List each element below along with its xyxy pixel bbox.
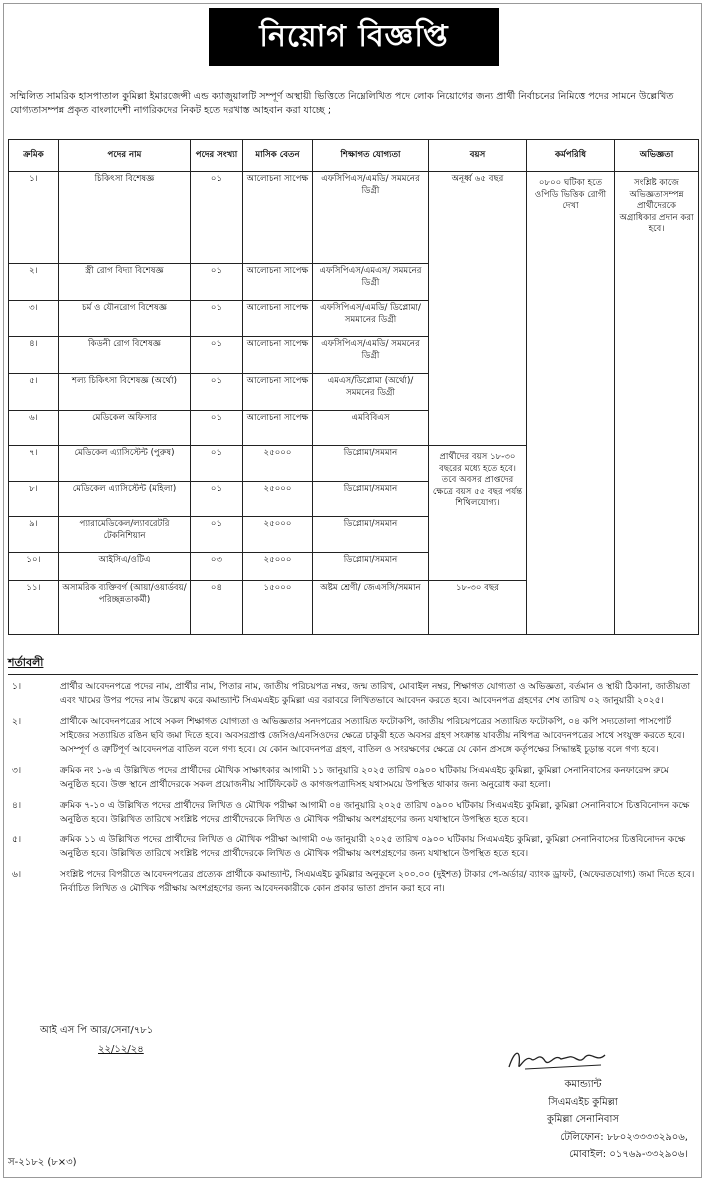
row-salary: ২৫০০০ (243, 482, 313, 517)
term-text: সংশ্লিষ্ট পদের বিপরীতে আবেদনপত্রের প্রত্যেক প্রার্থীকে কমান্ড্যান্ট, সিএমএইচ কুমিল্লার অনুকূলে ২০০.০০ (দুইশত) টাকার পে-অর্ডার/ ব্যাংক ড্রাফট, (অফেরতযোগ্য) জমা দিতে হবে। নির্বাচিত লিখিত ও মৌখিক পরীক্ষায় অংশগ্রহণের জন্য আবেদনকারীকে কোন প্রকার ভাতা প্রদান করা হবে না। (60, 870, 695, 895)
row-education: এফসিপিএস/এমডি/ সমমনের ডিগ্রী (313, 337, 429, 374)
telephone: টেলিফোন: ৮৮০২৩৩৩৩২৯০৬, (560, 1131, 688, 1143)
row-serial: ৪। (9, 337, 59, 374)
row-serial: ৫। (9, 374, 59, 411)
row-count: ০১ (191, 411, 243, 446)
signatory-location: কুমিল্লা সেনানিবাস (546, 1114, 620, 1125)
header-count: পদের সংখ্যা (191, 140, 243, 172)
list-item (8, 716, 698, 758)
row-count: ০১ (191, 301, 243, 337)
row-education: ডিপ্লোমা/সমমান (313, 482, 429, 517)
row-serial: ৬। (9, 411, 59, 446)
row-count: ০৪ (191, 581, 243, 635)
row-salary: আলোচনা সাপেক্ষ (243, 411, 313, 446)
signature-block (478, 1076, 688, 1164)
row-post: মেডিকেল এ্যাসিস্টেন্ট (পুরুষ) (59, 446, 191, 482)
term-number: ৬। (12, 870, 22, 881)
header-salary: মাসিক বেতন (243, 140, 313, 172)
term-number: ৩। (12, 765, 22, 776)
terms-divider (8, 674, 698, 675)
term-text: ক্রমিক নং ১-৬ এ উল্লিখিত পদের প্রার্থীদের মৌখিক সাক্ষাৎকার আগামী ১১ জানুয়ারি ২০২৫ তারিখ ০৯০০ ঘটিকায় সিএমএইচ কুমিল্লা, কুমিল্লা সেনানিবাসের কনফারেন্স রুমে অনুষ্ঠিত হবে। উক্ত স্থানে প্রার্থীদেরকে সকল প্রয়োজনীয় সার্টিফিকেট ও কাগজপত্রাদিসহ যথাসময়ে উপস্থিত থাকার জন্য অনুরোধ করা হলো। (60, 765, 669, 790)
row-education: ডিপ্লোমা/সমমান (313, 446, 429, 482)
term-number: ২। (12, 716, 22, 727)
term-text: ক্রমিক ১১ এ উল্লিখিত পদের প্রার্থীদের লিখিত ও মৌখিক পরীক্ষা আগামী ০৬ জানুয়ারী ২০২৫ তারিখ ০৯০০ ঘটিকায় সিএমএইচ কুমিল্লা, কুমিল্লা সেনানিবাসের চিত্তবিনোদন কক্ষে অনুষ্ঠিত হবে। উল্লিখিত তারিখে সংশ্লিষ্ট পদের প্রার্থীদেরকে লিখিত ও মৌখিক পরীক্ষায় অংশগ্রহণের জন্য যথাস্থানে উপস্থিত হতে হবে। (60, 835, 686, 860)
row-count: ০১ (191, 517, 243, 553)
row-count: ০৩ (191, 553, 243, 581)
age-last: ১৮-৩০ বছর (429, 581, 527, 635)
row-education: এমবিবিএস (313, 411, 429, 446)
row-post: প্যারামেডিকেল/ল্যাবরেটরি টেকনিশিয়ান (59, 517, 191, 553)
row-count: ০১ (191, 172, 243, 264)
reference-number: আই এস পি আর/সেনা/৭৮১ (40, 1025, 154, 1036)
row-education: অষ্টম শ্রেণী/ জেএসসি/সমমান (313, 581, 429, 635)
row-salary: আলোচনা সাপেক্ষ (243, 264, 313, 301)
term-text: প্রার্থীকে আবেদনপত্রের সাথে সকল শিক্ষাগত যোগ্যতা ও অভিজ্ঞতার সনদপত্রের সত্যায়িত ফটোকপি, জাতীয় পরিচয়পত্রের সত্যায়িত ফটোকপি, ০৪ কপি সদ্যতোলা পাসপোর্ট সাইজের সত্যায়িত রঙিন ছবি জমা দিতে হবে। অবসরপ্রাপ্ত জেসিও/এনসিওদের ক্ষেত্রে চাকুরী হতে অবসর গ্রহণ সংক্রান্ত যাবতীয় নথিপত্র আবেদনপত্রের সাথে সংযুক্ত করতে হবে। অসম্পূর্ণ ও ত্রুটিপূর্ণ আবেদনপত্র বাতিল বলে গণ্য হবে। যে কোন আবেদনপত্র গ্রহণ, বাতিল ও সংরক্ষণের ক্ষেত্রে যে কোন প্রসঙ্গে কর্তৃপক্ষের সিদ্ধান্তই চূড়ান্ত বলে গণ্য হবে। (60, 716, 685, 755)
row-count: ০১ (191, 264, 243, 301)
row-education: ডিপ্লোমা/সমমান (313, 517, 429, 553)
intro-paragraph: সম্মিলিত সামরিক হাসপাতাল কুমিল্লা ইমারজেন্সী এন্ড ক্যাজুয়ালটি সম্পূর্ণ অস্থায়ী ভিত্তিতে নিম্নেলিখিত পদে লোক নিয়োগের জন্য প্রার্থী নির্বাচনের নিমিত্তে পদের সামনে উল্লেখিত যোগ্যতাসম্পন্ন প্রকৃত বাংলাদেশী নাগরিকদের নিকট হতে দরখাস্ত আহবান করা যাচ্ছে ; (10, 91, 674, 117)
term-text: প্রার্থীর আবেদনপত্রে পদের নাম, প্রার্থীর নাম, পিতার নাম, জাতীয় পরিচয়পত্র নম্বর, জন্ম তারিখ, মোবাইল নম্বর, শিক্ষাগত যোগ্যতা ও অভিজ্ঞতা, বর্তমান ও স্থায়ী ঠিকানা, জাতীয়তা এবং খামের উপর পদের নাম উল্লেখ করে কমান্ড্যান্ট সিএমএইচ কুমিল্লা এর বরাবরে লিখিতভাবে আবেদন করতে হবে। আবেদনপত্র গ্রহণের শেষ তারিখ ০২ জানুয়ারী ২০২৫। (60, 682, 691, 706)
signature-icon (505, 1045, 615, 1075)
term-text: ক্রমিক ৭-১০ এ উল্লিখিত পদের প্রার্থীদের লিখিত ও মৌখিক পরীক্ষা আগামী ০৪ জানুয়ারি ২০২৫ তারিখ ০৯০০ ঘটিকায় সিএমএইচ কুমিল্লা, কুমিল্লা সেনানিবাসে চিত্তবিনোদন কক্ষে অনুষ্ঠিত হবে। উল্লিখিত তারিখে সংশ্লিষ্ট পদের প্রার্থীদেরকে লিখিত ও মৌখিক পরীক্ষায় অংশগ্রহণের জন্য যথাস্থানে উপস্থিত হতে হবে। (60, 800, 690, 825)
table-row (9, 172, 699, 264)
row-education: এফসিপিএস/এমডি/ ডিপ্লোমা/সমমানের ডিগ্রী (313, 301, 429, 337)
term-number: ১। (12, 682, 22, 692)
header-post: পদের নাম (59, 140, 191, 172)
mobile: মোবাইল: ০১৭৬৯-৩৩২৯০৬। (569, 1149, 688, 1160)
row-post: শল্য চিকিৎসা বিশেষজ্ঞ (অর্থো) (59, 374, 191, 411)
row-education: ডিপ্লোমা/সমমান (313, 553, 429, 581)
row-salary: ২৫০০০ (243, 446, 313, 482)
row-salary: আলোচনা সাপেক্ষ (243, 374, 313, 411)
footer-code: স-২১৮২ (৮×৩) (8, 1157, 77, 1168)
header-education: শিক্ষাগত যোগ্যতা (313, 140, 429, 172)
term-number: ৫। (12, 835, 22, 846)
row-post: চর্ম ও যৌনরোগ বিশেষজ্ঞ (59, 301, 191, 337)
row-salary: ২৫০০০ (243, 517, 313, 553)
reference-date: ২২/১২/২৪ (98, 1044, 144, 1055)
row-salary: আলোচনা সাপেক্ষ (243, 172, 313, 264)
row-salary: আলোচনা সাপেক্ষ (243, 337, 313, 374)
row-serial: ২। (9, 264, 59, 301)
row-serial: ৭। (9, 446, 59, 482)
row-post: আইসিএ/ওটিএ (59, 553, 191, 581)
list-item (8, 869, 698, 897)
row-post: কিডনী রোগ বিশেষজ্ঞ (59, 337, 191, 374)
terms-heading: শর্তাবলী (8, 656, 44, 669)
row-count: ০১ (191, 374, 243, 411)
row-serial: ১। (9, 172, 59, 264)
row-post: মেডিকেল অফিসার (59, 411, 191, 446)
row-education: এফসিপিএস/এমএস/ সমমনের ডিগ্রী (313, 264, 429, 301)
row-salary: ১৫০০০ (243, 581, 313, 635)
experience: সংশ্লিষ্ট কাজে অভিজ্ঞতাসম্পন্ন প্রার্থীদেরকে অগ্রাধিকার প্রদান করা হবে। (615, 172, 699, 635)
header-age: বয়স (429, 140, 527, 172)
row-salary: ২৫০০০ (243, 553, 313, 581)
term-number: ৪। (12, 800, 22, 811)
signatory-title: কমান্ড্যান্ট (564, 1079, 602, 1090)
list-item (8, 800, 698, 828)
row-education: এমএস/ডিপ্লোমা (অর্থো)/ সমমনের ডিগ্রী (313, 374, 429, 411)
row-salary: আলোচনা সাপেক্ষ (243, 301, 313, 337)
header-experience: অভিজ্ঞতা (615, 140, 699, 172)
row-count: ০১ (191, 482, 243, 517)
row-post: অসামরিক ব্যক্তিবর্গ (আয়া/ওয়ার্ডবয়/ পরিচ্ছন্নতাকর্মী) (59, 581, 191, 635)
row-count: ০১ (191, 337, 243, 374)
vacancy-table (8, 139, 699, 635)
row-post: মেডিকেল এ্যাসিস্টেন্ট (মহিলা) (59, 482, 191, 517)
row-post: স্ত্রী রোগ বিদ্যা বিশেষজ্ঞ (59, 264, 191, 301)
signatory-office: সিএমএইচ কুমিল্লা (548, 1096, 618, 1108)
age-group-b: প্রার্থীদের বয়স ১৮-৩০ বছরের মধ্যে হতে হবে। তবে অবসর প্রাপ্তদের ক্ষেত্রে বয়স ৫৫ বছর পর্যন্ত শিথিলযোগ্য। (429, 446, 527, 581)
page-title: নিয়োগ বিজ্ঞপ্তি (209, 8, 499, 66)
row-post: চিকিৎসা বিশেষজ্ঞ (59, 172, 191, 264)
list-item (8, 765, 698, 793)
work-scope: ০৮০০ ঘটিকা হতে ওপিডি ভিত্তিক রোগী দেখা (527, 172, 615, 635)
terms-list (8, 681, 698, 904)
table-header-row (9, 140, 699, 172)
row-count: ০১ (191, 446, 243, 482)
row-serial: ৯। (9, 517, 59, 553)
row-education: এফসিপিএস/এমডি/ সমমনের ডিগ্রী (313, 172, 429, 264)
row-serial: ৮। (9, 482, 59, 517)
header-serial: ক্রমিক (9, 140, 59, 172)
age-specialists: অনূর্ধ্ব ৬৫ বছর (429, 172, 527, 446)
header-scope: কর্মপরিধি (527, 140, 615, 172)
list-item (8, 834, 698, 862)
list-item (8, 681, 698, 709)
row-serial: ৩। (9, 301, 59, 337)
row-serial: ১১। (9, 581, 59, 635)
row-serial: ১০। (9, 553, 59, 581)
